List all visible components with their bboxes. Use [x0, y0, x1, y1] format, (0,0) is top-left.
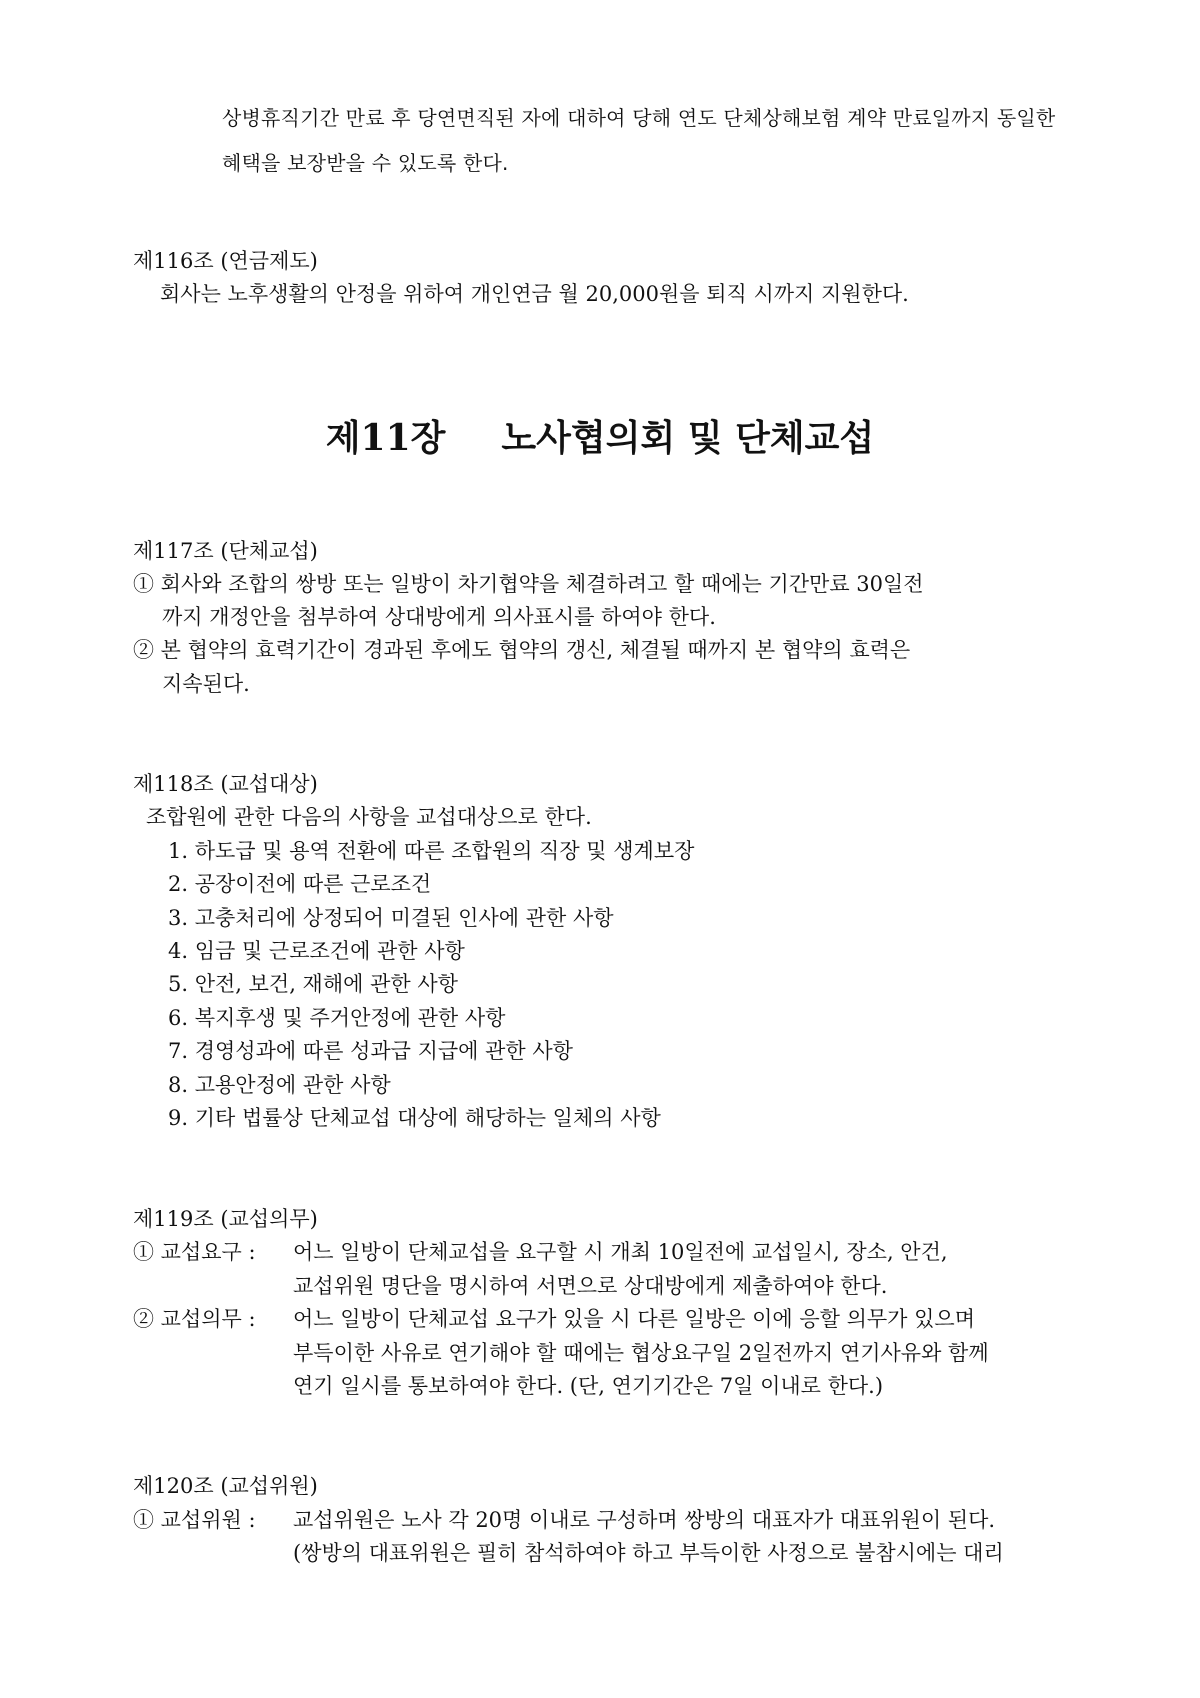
list-item: 2. 공장이전에 따른 근로조건	[168, 872, 432, 896]
article-116-body: 회사는 노후생활의 안정을 위하여 개인연금 월 20,000원을 퇴직 시까지 지원한다.	[160, 282, 909, 306]
article-120-item-1-line-1: 교섭위원은 노사 각 20명 이내로 구성하며 쌍방의 대표자가 대표위원이 된다.	[293, 1508, 996, 1532]
article-117-item-2-line-1: ② 본 협약의 효력기간이 경과된 후에도 협약의 갱신, 체결될 때까지 본 협약의 효력은	[133, 638, 911, 662]
article-117-item-1-line-1: ① 회사와 조합의 쌍방 또는 일방이 차기협약을 체결하려고 할 때에는 기간만료 30일전	[133, 572, 924, 596]
article-117-item-2-line-2: 지속된다.	[162, 672, 250, 696]
intro-line-2: 혜택을 보장받을 수 있도록 한다.	[222, 151, 509, 175]
article-119-item-1-line-1: 어느 일방이 단체교섭을 요구할 시 개최 10일전에 교섭일시, 장소, 안건,	[293, 1240, 948, 1264]
article-120-heading: 제120조 (교섭위원)	[133, 1474, 318, 1498]
list-item: 4. 임금 및 근로조건에 관한 사항	[168, 939, 465, 963]
chapter-number: 제11장	[325, 417, 446, 459]
list-item: 7. 경영성과에 따른 성과급 지급에 관한 사항	[168, 1039, 573, 1063]
article-119-item-2-line-2: 부득이한 사유로 연기해야 할 때에는 협상요구일 2일전까지 연기사유와 함께	[293, 1341, 989, 1365]
intro-line-1: 상병휴직기간 만료 후 당연면직된 자에 대하여 당해 연도 단체상해보험 계약 만료일까지 동일한	[222, 106, 1056, 130]
list-item: 5. 안전, 보건, 재해에 관한 사항	[168, 972, 458, 996]
chapter-title	[0, 410, 1200, 461]
list-item: 1. 하도급 및 용역 전환에 따른 조합원의 직장 및 생계보장	[168, 839, 695, 863]
article-119-item-1-term: ① 교섭요구 :	[133, 1240, 256, 1264]
article-117-heading: 제117조 (단체교섭)	[133, 539, 318, 563]
article-118-intro: 조합원에 관한 다음의 사항을 교섭대상으로 한다.	[146, 805, 592, 829]
chapter-name: 노사협의회 및 단체교섭	[501, 417, 875, 459]
article-119-heading: 제119조 (교섭의무)	[133, 1207, 318, 1231]
article-119-item-1-line-2: 교섭위원 명단을 명시하여 서면으로 상대방에게 제출하여야 한다.	[293, 1274, 888, 1298]
list-item: 3. 고충처리에 상정되어 미결된 인사에 관한 사항	[168, 906, 614, 930]
article-117-item-1-line-2: 까지 개정안을 첨부하여 상대방에게 의사표시를 하여야 한다.	[162, 605, 716, 629]
article-120-item-1-line-2: (쌍방의 대표위원은 필히 참석하여야 하고 부득이한 사정으로 불참시에는 대리	[293, 1541, 1004, 1565]
article-118-heading: 제118조 (교섭대상)	[133, 772, 318, 796]
article-119-item-2-line-1: 어느 일방이 단체교섭 요구가 있을 시 다른 일방은 이에 응할 의무가 있으며	[293, 1307, 976, 1331]
article-116-heading: 제116조 (연금제도)	[133, 249, 318, 273]
list-item: 9. 기타 법률상 단체교섭 대상에 해당하는 일체의 사항	[168, 1106, 661, 1130]
article-119-item-2-line-3: 연기 일시를 통보하여야 한다. (단, 연기기간은 7일 이내로 한다.)	[293, 1374, 884, 1398]
article-120-item-1-term: ① 교섭위원 :	[133, 1508, 256, 1532]
list-item: 6. 복지후생 및 주거안정에 관한 사항	[168, 1006, 506, 1030]
list-item: 8. 고용안정에 관한 사항	[168, 1073, 391, 1097]
article-119-item-2-term: ② 교섭의무 :	[133, 1307, 256, 1331]
